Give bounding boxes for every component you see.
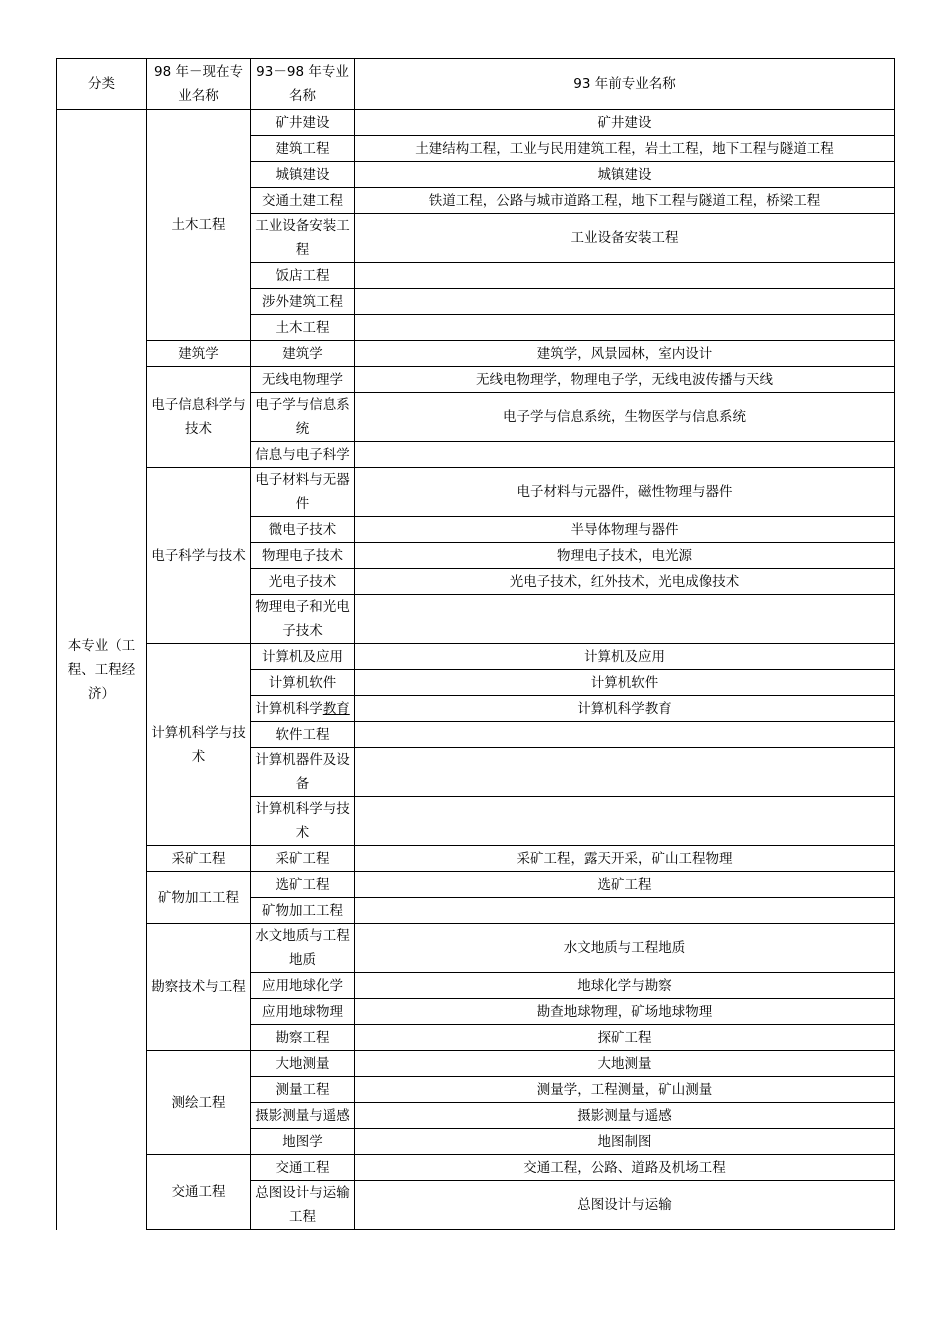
group-name: 测绘工程 (147, 1051, 251, 1155)
old-name: 微电子技术 (251, 517, 355, 543)
older-name: 铁道工程，公路与城市道路工程，地下工程与隧道工程，桥梁工程 (355, 188, 895, 214)
old-name (251, 696, 355, 722)
old-name: 勘察工程 (251, 1025, 355, 1051)
old-name: 建筑工程 (251, 136, 355, 162)
group-name: 勘察技术与工程 (147, 924, 251, 1051)
old-name: 电子学与信息系统 (251, 393, 355, 442)
older-name: 勘查地球物理，矿场地球物理 (355, 999, 895, 1025)
old-name: 总图设计与运输工程 (251, 1181, 355, 1230)
old-name: 地图学 (251, 1129, 355, 1155)
old-name-part: 计算机科学 (255, 700, 323, 717)
old-name: 计算机器件及设备 (251, 748, 355, 797)
group-name: 电子科学与技术 (147, 468, 251, 644)
older-name: 无线电物理学，物理电子学，无线电波传播与天线 (355, 367, 895, 393)
old-name: 建筑学 (251, 341, 355, 367)
older-name: 工业设备安装工程 (355, 214, 895, 263)
older-name (355, 442, 895, 468)
old-name: 测量工程 (251, 1077, 355, 1103)
table-row (57, 1155, 895, 1181)
old-name: 大地测量 (251, 1051, 355, 1077)
older-name: 大地测量 (355, 1051, 895, 1077)
table-row (57, 1051, 895, 1077)
old-name: 物理电子技术 (251, 543, 355, 569)
old-name: 采矿工程 (251, 846, 355, 872)
older-name: 城镇建设 (355, 162, 895, 188)
header-category: 分类 (57, 59, 147, 110)
table-row (57, 644, 895, 670)
older-name: 水文地质与工程地质 (355, 924, 895, 973)
table-row (57, 341, 895, 367)
group-name: 建筑学 (147, 341, 251, 367)
old-name: 城镇建设 (251, 162, 355, 188)
group-name: 矿物加工工程 (147, 872, 251, 924)
old-name: 应用地球化学 (251, 973, 355, 999)
old-name: 选矿工程 (251, 872, 355, 898)
old-name: 饭店工程 (251, 263, 355, 289)
old-name: 矿井建设 (251, 110, 355, 136)
table-row (57, 367, 895, 393)
older-name: 计算机软件 (355, 670, 895, 696)
older-name (355, 748, 895, 797)
older-name (355, 595, 895, 644)
old-name: 涉外建筑工程 (251, 289, 355, 315)
old-name-underlined-part: 教育 (322, 700, 350, 717)
header-93-98-name: 93－98 年专业名称 (251, 59, 355, 110)
older-name: 半导体物理与器件 (355, 517, 895, 543)
old-name: 交通工程 (251, 1155, 355, 1181)
old-name: 计算机软件 (251, 670, 355, 696)
older-name: 摄影测量与遥感 (355, 1103, 895, 1129)
header-pre-93-name: 93 年前专业名称 (355, 59, 895, 110)
group-name: 计算机科学与技术 (147, 644, 251, 846)
older-name (355, 797, 895, 846)
old-name: 无线电物理学 (251, 367, 355, 393)
older-name (355, 898, 895, 924)
older-name: 地球化学与勘察 (355, 973, 895, 999)
table-row (57, 110, 895, 136)
older-name: 矿井建设 (355, 110, 895, 136)
older-name: 光电子技术，红外技术，光电成像技术 (355, 569, 895, 595)
old-name: 物理电子和光电子技术 (251, 595, 355, 644)
group-name: 电子信息科学与技术 (147, 367, 251, 468)
older-name: 选矿工程 (355, 872, 895, 898)
major-name-table (56, 58, 895, 1230)
older-name (355, 263, 895, 289)
group-name: 交通工程 (147, 1155, 251, 1230)
older-name: 总图设计与运输 (355, 1181, 895, 1230)
older-name: 电子材料与元器件，磁性物理与器件 (355, 468, 895, 517)
older-name: 交通工程，公路、道路及机场工程 (355, 1155, 895, 1181)
older-name: 测量学，工程测量，矿山测量 (355, 1077, 895, 1103)
old-name: 电子材料与无器件 (251, 468, 355, 517)
old-name: 应用地球物理 (251, 999, 355, 1025)
older-name (355, 289, 895, 315)
group-name: 采矿工程 (147, 846, 251, 872)
old-name: 计算机及应用 (251, 644, 355, 670)
older-name: 采矿工程，露天开采，矿山工程物理 (355, 846, 895, 872)
older-name: 计算机及应用 (355, 644, 895, 670)
old-name: 矿物加工工程 (251, 898, 355, 924)
older-name: 物理电子技术，电光源 (355, 543, 895, 569)
table-row (57, 872, 895, 898)
old-name: 计算机科学与技术 (251, 797, 355, 846)
old-name: 工业设备安装工程 (251, 214, 355, 263)
older-name (355, 722, 895, 748)
header-current-name: 98 年－现在专业名称 (147, 59, 251, 110)
old-name: 光电子技术 (251, 569, 355, 595)
older-name: 地图制图 (355, 1129, 895, 1155)
old-name: 摄影测量与遥感 (251, 1103, 355, 1129)
older-name: 计算机科学教育 (355, 696, 895, 722)
old-name: 软件工程 (251, 722, 355, 748)
table-row (57, 846, 895, 872)
old-name: 交通土建工程 (251, 188, 355, 214)
old-name: 土木工程 (251, 315, 355, 341)
old-name: 信息与电子科学 (251, 442, 355, 468)
older-name (355, 315, 895, 341)
older-name: 土建结构工程，工业与民用建筑工程，岩土工程，地下工程与隧道工程 (355, 136, 895, 162)
group-name: 土木工程 (147, 110, 251, 341)
older-name: 电子学与信息系统，生物医学与信息系统 (355, 393, 895, 442)
old-name: 水文地质与工程地质 (251, 924, 355, 973)
older-name: 建筑学，风景园林，室内设计 (355, 341, 895, 367)
older-name: 探矿工程 (355, 1025, 895, 1051)
category-cell: 本专业（工程、工程经济） (57, 110, 147, 1230)
table-header-row (57, 59, 895, 110)
